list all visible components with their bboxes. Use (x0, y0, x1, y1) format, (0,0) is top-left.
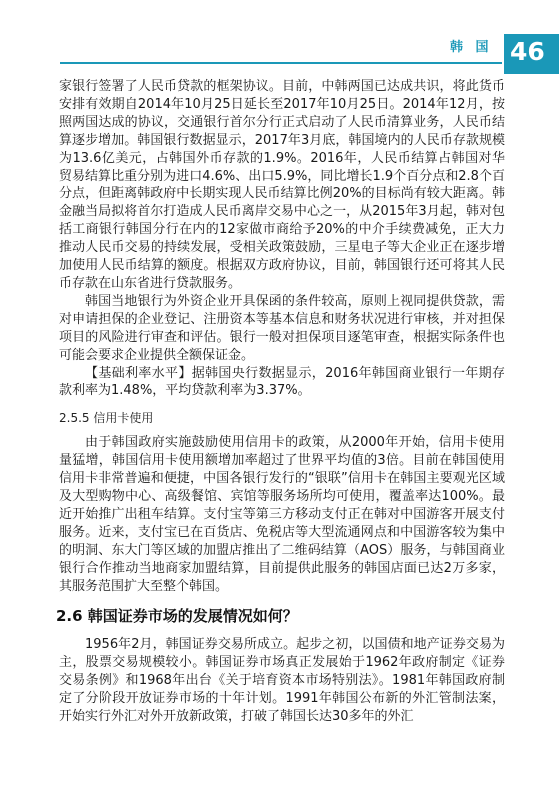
heading-credit-card: 2.5.5 信用卡使用 (59, 411, 154, 426)
paragraph-securities-market: 1956年2月，韩国证券交易所成立。起步之初，以国债和地产证券交易为主，股票交易规模较小。韩国证券市场真正发展始于1962年政府制定《证券交易条例》和1968年出台《关于培育资本市场特别法》。1981年韩国政府制定了分阶段开放证券市场的十年计划。1991年韩国公布新的外汇管制法案，开始实行外汇对外开放新政策，打破了韩国长达30多年的外汇 (59, 637, 505, 725)
page-number: 46 (510, 37, 545, 66)
heading-securities-market: 2.6 韩国证券市场的发展情况如何？ (56, 607, 298, 626)
header-rule (60, 62, 502, 64)
paragraph-guarantee: 韩国当地银行为外资企业开具保函的条件较高，原则上视同提供贷款，需对申请担保的企业登记、注册资本等基本信息和财务状况进行审核，并对担保项目的风险进行审查和评估。银行一般对担保项目逐笔审查，根据实际条件也可能会要求企业提供全额保证金。 (59, 293, 505, 363)
page-number-tab (504, 34, 559, 74)
page-header (0, 34, 559, 74)
page-body (56, 78, 505, 726)
paragraph-credit-card: 由于韩国政府实施鼓励使用信用卡的政策，从2000年开始，信用卡使用量猛增，韩国信用卡使用额增加率超过了世界平均值的3倍。目前在韩国使用信用卡非常普遍和便捷，中国各银行发行的“银联”信用卡在韩国主要观光区域及大型购物中心、高级餐馆、宾馆等服务场所均可使用，覆盖率达100%。最近开始推广出租车结算。支付宝等第三方移动支付正在韩对中国游客开展支付服务。近来，支付宝已在百货店、免税店等大型流通网点和中国游客较为集中的明洞、东大门等区域的加盟店推出了二维码结算（AOS）服务，与韩国商业银行合作推动当地商家加盟结算，目前提供此服务的韩国店面已达2万多家，其服务范围扩大至整个韩国。 (59, 435, 505, 594)
paragraph-base-rate: 【基础利率水平】据韩国央行数据显示，2016年韩国商业银行一年期存款利率为1.48%，平均贷款利率为3.37%。 (59, 365, 505, 399)
paragraph-rmb-settlement: 家银行签署了人民币贷款的框架协议。目前，中韩两国已达成共识，将此货币安排有效期自2014年10月25日延长至2017年10月25日。2014年12月，按照两国达成的协议，交通银行首尔分行正式启动了人民币清算业务，人民币结算逐步增加。韩国银行数据显示，2017年3月底，韩国境内的人民币存款规模为13.6亿美元，占韩国外币存款的1.9%。2016年，人民币结算占韩国对华贸易结算比重分别为进口4.6%、出口5.9%，同比增长1.9个百分点和2.8个百分点，但距离韩政府中长期实现人民币结算比例20%的目标尚有较大距离。韩金融当局拟将首尔打造成人民币离岸交易中心之一，从2015年3月起，韩对包括工商银行韩国分行在内的12家做市商给予20%的中介手续费减免，正大力推动人民币交易的持续发展，受相关政策鼓励，三星电子等大企业正在逐步增加使用人民币结算的额度。根据双方政府协议，目前，韩国银行还可将其人民币存款在山东省进行贷款服务。 (59, 79, 505, 291)
section-title: 韩 国 (450, 40, 493, 55)
